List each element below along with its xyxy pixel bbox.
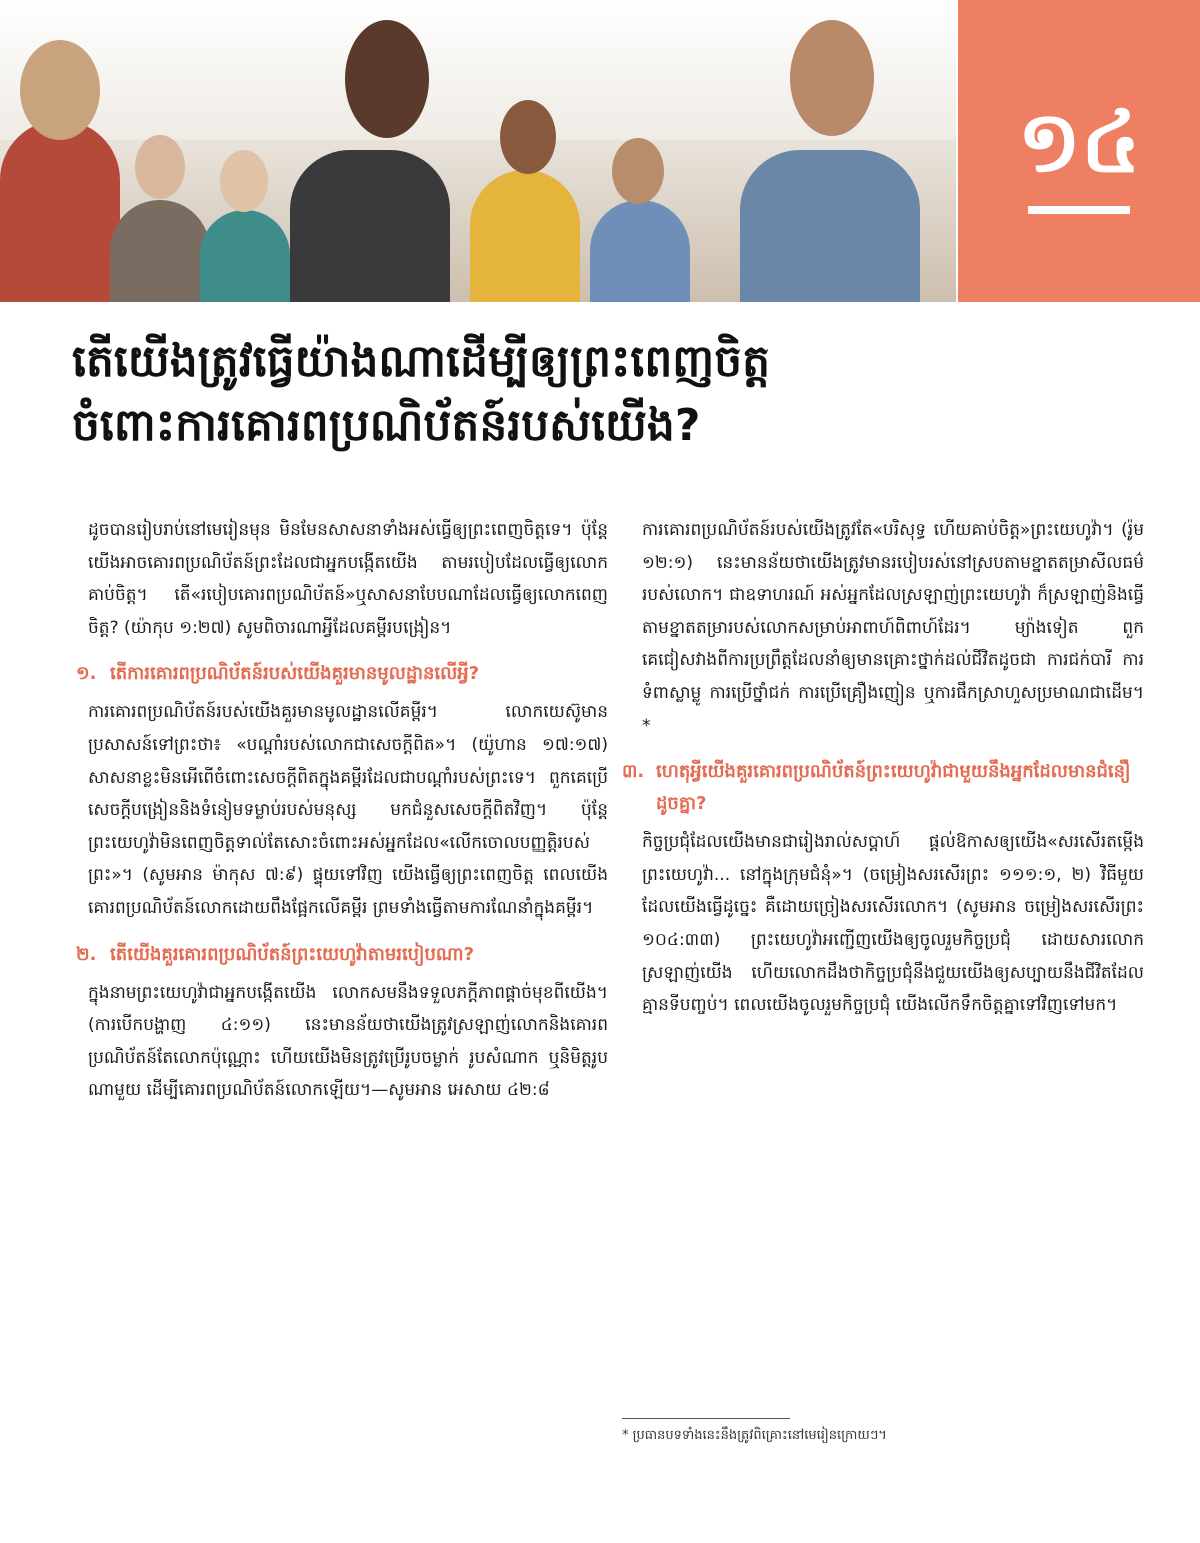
person-center-head [345, 20, 429, 138]
person-left [0, 120, 120, 302]
lesson-number-panel [958, 0, 1200, 302]
person-yellow [470, 170, 580, 302]
person-right-suit [740, 150, 920, 302]
lesson-number-underline [1028, 206, 1130, 214]
question-3-text: ហេតុអ្វីយើងគួរគោរពប្រណិប័តន៍ព្រះយេហូវ៉ាជាមួយនឹងអ្នកដែលមានជំនឿដូចគ្នា? [656, 761, 1131, 815]
question-2-text: តើយើងគួរគោរពប្រណិប័តន៍ព្រះយេហូវ៉ាតាមរបៀបណា? [110, 943, 475, 965]
person-back-1 [110, 200, 210, 302]
question-3-number: ៣. [622, 761, 645, 783]
answer-3: កិច្ចប្រជុំដែលយើងមានជារៀងរាល់សប្ដាហ៍ ផ្ដល់ឱកាសឲ្យយើង«សរសើរតម្កើងព្រះយេហូវ៉ា... នៅក្នុងក្រុមជំនុំ»។ (ចម្រៀងសរសើរព្រះ ១១១:១, ២) វិធីមួយដែលយើងធ្វើដូច្នេះ គឺដោយច្រៀងសរសើរលោក។ (សូមអាន ចម្រៀងសរសើរព្រះ ១០៤:៣៣) ព្រះយេហូវ៉ាអញ្ជើញយើងឲ្យចូលរួមកិច្ចប្រជុំ ដោយសារលោកស្រឡាញ់យើង ហើយលោកដឹងថាកិច្ចប្រជុំនឹងជួយយើងឲ្យសប្បាយនឹងជីវិតដែលគ្មានទីបញ្ចប់។ ពេលយើងចូលរួមកិច្ចប្រជុំ យើងលើកទឹកចិត្តគ្នាទៅវិញទៅមក។ [642, 832, 1144, 1016]
person-yellow-head [500, 100, 556, 174]
person-back-2-head [220, 150, 268, 212]
question-2 [76, 939, 608, 971]
person-right-head [790, 20, 874, 136]
left-column [76, 514, 608, 1121]
person-center-suit [290, 150, 450, 302]
person-left-head [20, 40, 100, 140]
footnote-divider [622, 1418, 790, 1419]
answer-2: ក្នុងនាមព្រះយេហូវ៉ាជាអ្នកបង្កើតយើង លោកសមនឹងទទួលភក្ដីភាពផ្ដាច់មុខពីយើង។ (ការបើកបង្ហាញ ៤:១១) នេះមានន័យថាយើងត្រូវស្រឡាញ់លោកនិងគោរពប្រណិប័តន៍តែលោកប៉ុណ្ណោះ ហើយយើងមិនត្រូវប្រើរូបចម្លាក់ រូបសំណាក ឬនិមិត្តរូបណាមួយ ដើម្បីគោរពប្រណិប័តន៍លោកឡើយ។—សូមអាន អេសាយ ៤២:៨ [88, 982, 608, 1101]
person-blue-back-head [612, 138, 664, 204]
footnote: * ប្រធានបទទាំងនេះនឹងត្រូវពិគ្រោះនៅមេរៀនក្រោយៗ។ [622, 1428, 887, 1443]
person-back-1-head [135, 135, 185, 199]
question-1 [76, 658, 608, 690]
answer-2-continued: ការគោរពប្រណិប័តន៍របស់យើងត្រូវតែ«បរិសុទ្ធ ហើយគាប់ចិត្ត»ព្រះយេហូវ៉ា។ (រ៉ូម ១២:១) នេះមានន័យថាយើងត្រូវមានរបៀបរស់នៅស្របតាមខ្នាតតម្រាសីលធម៌របស់លោក។ ជាឧទាហរណ៍ អស់អ្នកដែលស្រឡាញ់ព្រះយេហូវ៉ា ក៏ស្រឡាញ់និងធ្វើតាមខ្នាតតម្រារបស់លោកសម្រាប់អាពាហ៍ពិពាហ៍ដែរ។ ម្យ៉ាងទៀត ពួកគេជៀសវាងពីការប្រព្រឹត្តដែលនាំឲ្យមានគ្រោះថ្នាក់ដល់ជីវិតដូចជា ការជក់បារី ការទំពាស្លាម្លូ ការប្រើថ្នាំជក់ ការប្រើគ្រឿងញៀន ឬការផឹកស្រាហួសប្រមាណជាដើម។* [642, 520, 1144, 736]
question-1-text: តើការគោរពប្រណិប័តន៍របស់យើងគួរមានមូលដ្ឋានលើអ្វី? [110, 663, 480, 685]
lesson-number: ១៤ [1017, 93, 1141, 191]
intro-paragraph: ដូចបានរៀបរាប់នៅមេរៀនមុន មិនមែនសាសនាទាំងអស់ធ្វើឲ្យព្រះពេញចិត្តទេ។ ប៉ុន្តែ យើងអាចគោរពប្រណិប័តន៍ព្រះដែលជាអ្នកបង្កើតយើង តាមរបៀបដែលធ្វើឲ្យលោកគាប់ចិត្ត។ តើ«របៀបគោរពប្រណិប័តន៍»ឬសាសនាបែបណាដែលធ្វើឲ្យលោកពេញចិត្ត? (យ៉ាកុប ១:២៧) សូមពិចារណាអ្វីដែលគម្ពីរបង្រៀន។ [88, 520, 608, 638]
person-blue-back [590, 200, 690, 302]
question-1-number: ១. [76, 663, 97, 685]
page-title [72, 330, 1132, 458]
question-3 [622, 756, 1144, 820]
question-2-number: ២. [76, 943, 97, 965]
hero-photo [0, 0, 956, 302]
person-back-2 [200, 210, 290, 302]
page-title-line-1: តើយើងត្រូវធ្វើយ៉ាងណាដើម្បីឲ្យព្រះពេញចិត្ត [72, 336, 771, 387]
answer-1: ការគោរពប្រណិប័តន៍របស់យើងគួរមានមូលដ្ឋានលើគម្ពីរ។ លោកយេស៊ូមានប្រសាសន៍ទៅព្រះថា៖ «បណ្ដាំរបស់លោកជាសេចក្ដីពិត»។ (យ៉ូហាន ១៧:១៧) សាសនាខ្លះមិនអើពើចំពោះសេចក្ដីពិតក្នុងគម្ពីរដែលជាបណ្ដាំរបស់ព្រះទេ។ ពួកគេប្រើសេចក្ដីបង្រៀននិងទំនៀមទម្លាប់របស់មនុស្ស មកជំនួសសេចក្ដីពិតវិញ។ ប៉ុន្តែ ព្រះយេហូវ៉ាមិនពេញចិត្តទាល់តែសោះចំពោះអស់អ្នកដែល«លើកចោលបញ្ញត្តិរបស់ព្រះ»។ (សូមអាន ម៉ាកុស ៧:៩) ផ្ទុយទៅវិញ យើងធ្វើឲ្យព្រះពេញចិត្ត ពេលយើងគោរពប្រណិប័តន៍លោកដោយពឹងផ្អែកលើគម្ពីរ ព្រមទាំងធ្វើតាមការណែនាំក្នុងគម្ពីរ។ [88, 702, 608, 918]
page-title-line-2: ចំពោះការគោរពប្រណិប័តន៍របស់យើង? [72, 400, 701, 451]
right-column [622, 514, 1144, 1036]
